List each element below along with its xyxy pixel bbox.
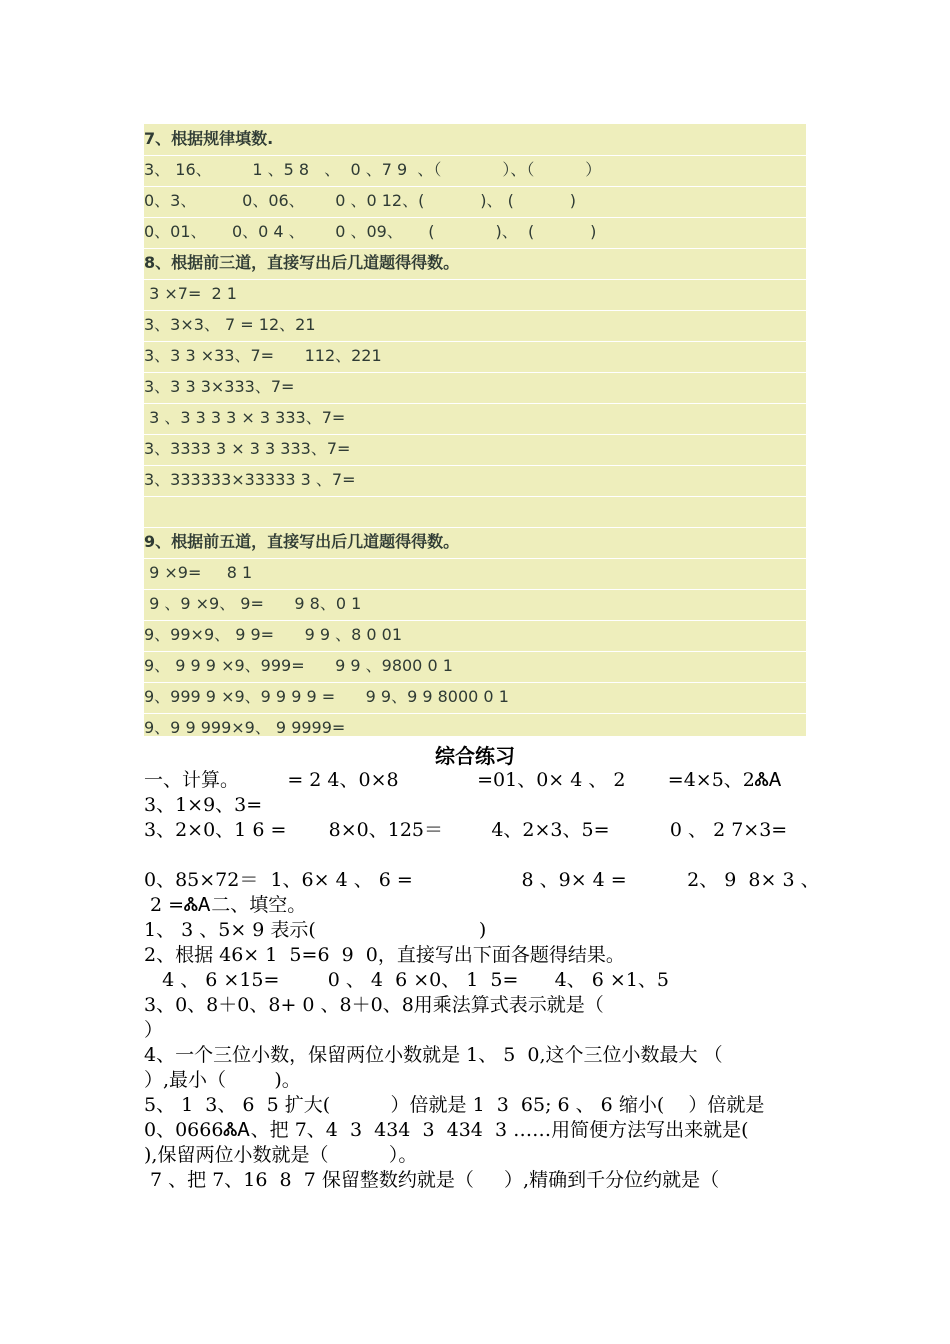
exercise-line: 3、333333×33333 3 、7=	[144, 465, 806, 497]
exercise-line: 9、9 9 999×9、 9 9999=	[144, 713, 806, 745]
exercise-line: 0、01、 0、0 4 、 0 、09、 ( )、 ( )	[144, 217, 806, 249]
exercise-line: 3 、3 3 3 3 × 3 333、7=	[144, 403, 806, 435]
exercise-line: 3 ×7= 2 1	[144, 279, 806, 311]
exercise-line: 9、 9 9 9 ×9、999= 9 9 、9800 0 1	[144, 651, 806, 683]
exercise-line: 3、3333 3 × 3 3 333、7=	[144, 434, 806, 466]
exercise-heading-9: 9、根据前五道，直接写出后几道题得得数。	[144, 527, 806, 559]
body-line: 1、 3 、5× 9 表示( )	[144, 919, 487, 941]
highlighted-exercise-block	[144, 124, 806, 736]
body-line: 2、根据 46× 1 5=6 9 0，直接写出下面各题得结果。	[144, 944, 625, 966]
blank-line	[144, 496, 806, 528]
body-line: 0、85×72＝ 1、6× 4 、 6 = 8 、9× 4 = 2、 9 8× 3 、	[144, 869, 820, 891]
section-title: 综合练习	[435, 744, 515, 768]
exercise-line: 3、 16、 1 、5 8 、 0 、7 9 、（ ）、（ ）	[144, 155, 806, 187]
body-line: 4 、 6 ×15= 0 、 4 6 ×0、 1 5= 4、 6 ×1、5	[144, 969, 670, 991]
body-line: 7 、把 7、16 8 7 保留整数约就是（ ）,精确到千分位约就是（	[144, 1169, 720, 1191]
exercise-line: 9 、9 ×9、 9= 9 8、0 1	[144, 589, 806, 621]
body-line: ）	[144, 1019, 164, 1041]
body-line: 5、 1 3、 6 5 扩大( ）倍就是 1 3 65; 6 、 6 缩小( ）倍就是	[144, 1094, 765, 1116]
exercise-line: 0、3、 0、06、 0 、0 12、( )、 ( )	[144, 186, 806, 218]
exercise-line: 3、3×3、 7 = 12、21	[144, 310, 806, 342]
exercise-line: 3、3 3 ×33、7= 112、221	[144, 341, 806, 373]
exercise-line: 9、999 9 ×9、9 9 9 9 = 9 9、9 9 8000 0 1	[144, 682, 806, 714]
body-line: 3、1×9、3=	[144, 794, 263, 816]
body-line	[144, 843, 824, 867]
body-line: ）,最小（ )。	[144, 1069, 301, 1091]
body-line: 0、0666ᏜᎪ、把 7、4 3 434 3 434 3 ……用简便方法写出来就是(	[144, 1119, 749, 1141]
body-line: 4、一个三位小数，保留两位小数就是 1、 5 0,这个三位小数最大 （	[144, 1044, 723, 1066]
exercise-heading-7: 7、根据规律填数.	[144, 124, 806, 156]
body-line: 3、0、8＋0、8+ 0 、8＋0、8用乘法算式表示就是（	[144, 994, 604, 1016]
body-line: 2 =ᏜᎪ二、填空。	[144, 894, 307, 916]
exercise-line: 3、3 3 3×333、7=	[144, 372, 806, 404]
exercise-line: 9、99×9、 9 9= 9 9 、8 0 01	[144, 620, 806, 652]
body-line: 一、计算。 = 2 4、0×8 =01、0× 4 、 2 =4×5、2ᏜᎪ	[144, 769, 783, 791]
exercise-heading-8: 8、根据前三道，直接写出后几道题得得数。	[144, 248, 806, 280]
exercise-line: 9 ×9= 8 1	[144, 558, 806, 590]
body-line: ),保留两位小数就是（ ）。	[144, 1144, 418, 1166]
body-line: 3、2×0、1 6 = 8×0、125＝ 4、2×3、5= 0 、 2 7×3=	[144, 819, 788, 841]
